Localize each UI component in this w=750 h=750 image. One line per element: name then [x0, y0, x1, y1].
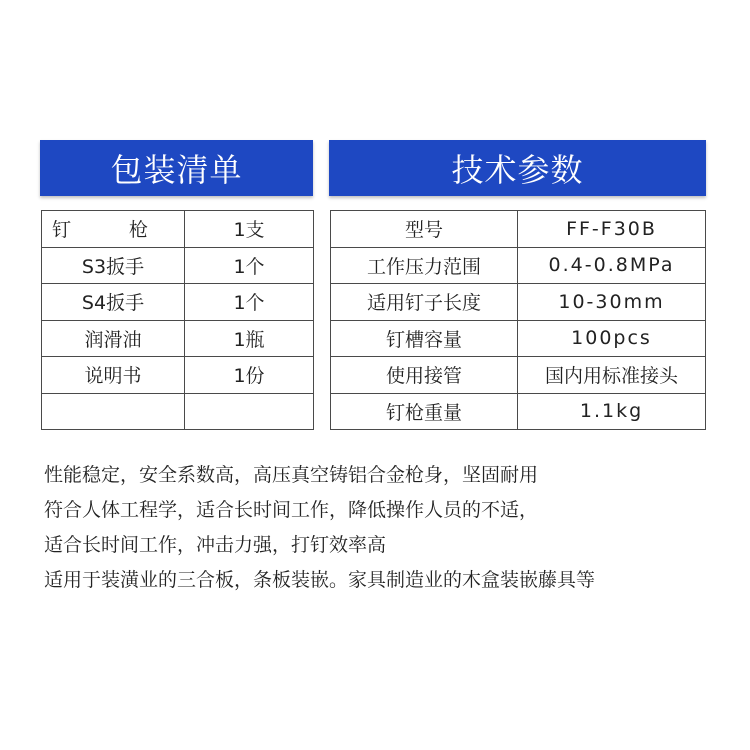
spec-label: 适用钉子长度	[331, 284, 518, 321]
tech-specs-header	[329, 140, 706, 196]
packing-list-table	[41, 210, 314, 430]
packing-item	[42, 393, 185, 430]
packing-qty: 1个	[185, 284, 314, 321]
spec-label: 钉槽容量	[331, 320, 518, 357]
tech-specs-table	[330, 210, 706, 430]
table-row	[42, 284, 314, 321]
feature-line: 适用于装潢业的三合板，条板装嵌。家具制造业的木盒装嵌藤具等	[44, 569, 596, 591]
packing-qty: 1瓶	[185, 320, 314, 357]
packing-item: S3扳手	[42, 247, 185, 284]
table-row	[42, 247, 314, 284]
table-row	[331, 393, 706, 430]
packing-list-title: 包装清单	[110, 151, 243, 189]
table-row	[42, 320, 314, 357]
table-row	[331, 211, 706, 248]
feature-line: 适合长时间工作，冲击力强，打钉效率高	[44, 534, 387, 556]
spec-label: 型号	[331, 211, 518, 248]
packing-item: 润滑油	[42, 320, 185, 357]
packing-list-header	[40, 140, 313, 196]
packing-qty: 1支	[185, 211, 314, 248]
table-row	[331, 320, 706, 357]
table-row	[331, 284, 706, 321]
spec-value: 1.1kg	[518, 393, 706, 430]
table-row	[42, 357, 314, 394]
packing-item: 钉 枪	[42, 211, 185, 248]
table-row	[42, 393, 314, 430]
packing-item: S4扳手	[42, 284, 185, 321]
tech-specs-title: 技术参数	[451, 151, 584, 189]
table-row	[331, 247, 706, 284]
spec-value: 10-30mm	[518, 284, 706, 321]
packing-item: 说明书	[42, 357, 185, 394]
spec-value: 国内用标准接头	[518, 357, 706, 394]
packing-qty: 1份	[185, 357, 314, 394]
packing-qty: 1个	[185, 247, 314, 284]
feature-line: 性能稳定，安全系数高，高压真空铸铝合金枪身，坚固耐用	[44, 464, 539, 486]
packing-qty	[185, 393, 314, 430]
spec-label: 工作压力范围	[331, 247, 518, 284]
spec-value: 0.4-0.8MPa	[518, 247, 706, 284]
table-row	[331, 357, 706, 394]
feature-line: 符合人体工程学，适合长时间工作，降低操作人员的不适，	[44, 499, 539, 521]
table-row	[42, 211, 314, 248]
spec-value: 100pcs	[518, 320, 706, 357]
spec-label: 使用接管	[331, 357, 518, 394]
spec-value: FF-F30B	[518, 211, 706, 248]
spec-label: 钉枪重量	[331, 393, 518, 430]
feature-description	[44, 458, 734, 598]
